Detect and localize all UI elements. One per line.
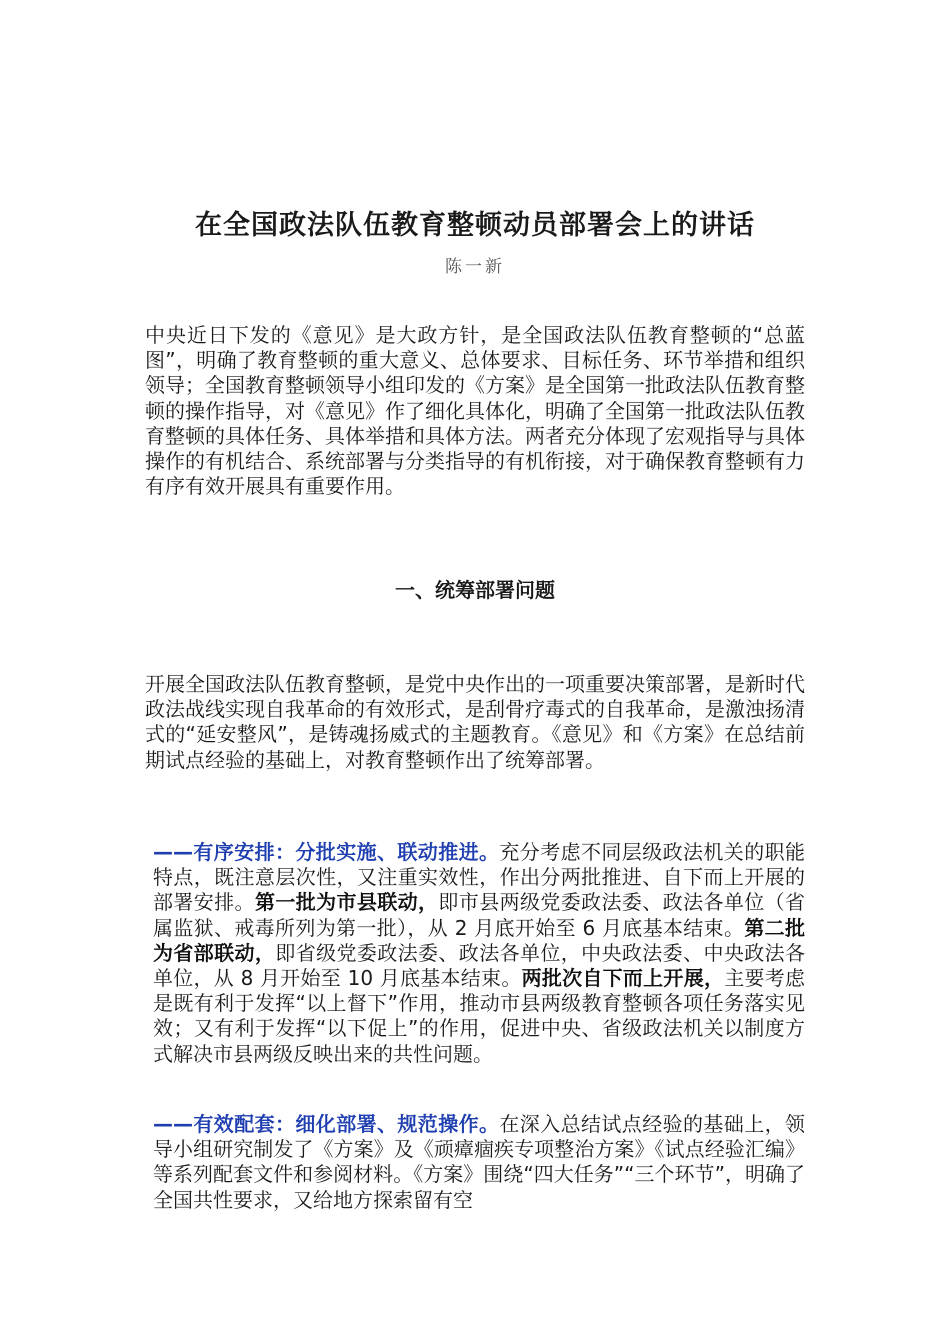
document-title: 在全国政法队伍教育整顿动员部署会上的讲话 [195,210,755,241]
point-effective-support [153,1112,805,1213]
point1-lead: ——有序安排：分批实施、联动推进。 [153,840,500,864]
section-heading: 一、统筹部署问题 [395,578,555,602]
point1-bold-second-batch: 第二批为省部联动， [153,915,806,965]
point2-lead: ——有效配套：细化部署、规范操作。 [153,1112,500,1136]
point2-text: 在深入总结试点经验的基础上，领导小组研究制发了《方案》及《顽瘴痼疾专项整治方案》《试点经验汇编》等系列配套文件和参阅材料。《方案》围绕“四大任务”“三个环节”，明确了全国共性要求，又给地方探索留有空 [153,1112,806,1212]
point1-text-a: 充分考虑不同层级政法机关的职能特点，既注意层次性，又注重实效性，作出分两批推进、自下而上开展的部署安排。 [153,840,806,915]
section-paragraph: 开展全国政法队伍教育整顿，是党中央作出的一项重要决策部署，是新时代政法战线实现自我革命的有效形式，是刮骨疗毒式的自我革命，是激浊扬清式的“延安整风”，是铸魂扬威式的主题教育。《意见》和《方案》在总结前期试点经验的基础上，对教育整顿作出了统筹部署。 [145,672,805,772]
document-author: 陈一新 [445,257,505,277]
point-orderly-arrangement [153,840,805,1067]
point1-text-d: 主要考虑是既有利于发挥“以上督下”作用，推动市县两级教育整顿各项任务落实见效；又有利于发挥“以下促上”的作用，促进中央、省级政法机关以制度方式解决市县两级反映出来的共性问题。 [153,966,806,1066]
point1-bold-bottom-up: 两批次自下而上开展， [521,966,725,991]
point1-text-b: 即市县两级党委政法委、政法各单位（省属监狱、戒毒所列为第一批），从 2 月底开始至 6 月底基本结束。 [153,890,806,940]
point1-text-c: 即省级党委政法委、政法各单位，中央政法委、中央政法各单位，从 8 月开始至 10 月底基本结束。 [153,940,806,991]
point1-bold-first-batch: 第一批为市县联动， [254,890,439,915]
intro-paragraph: 中央近日下发的《意见》是大政方针，是全国政法队伍教育整顿的“总蓝图”，明确了教育整顿的重大意义、总体要求、目标任务、环节举措和组织领导；全国教育整顿领导小组印发的《方案》是全国第一批政法队伍教育整顿的操作指导，对《意见》作了细化具体化，明确了全国第一批政法队伍教育整顿的具体任务、具体举措和具体方法。两者充分体现了宏观指导与具体操作的有机结合、系统部署与分类指导的有机衔接，对于确保教育整顿有力有序有效开展具有重要作用。 [145,323,805,499]
